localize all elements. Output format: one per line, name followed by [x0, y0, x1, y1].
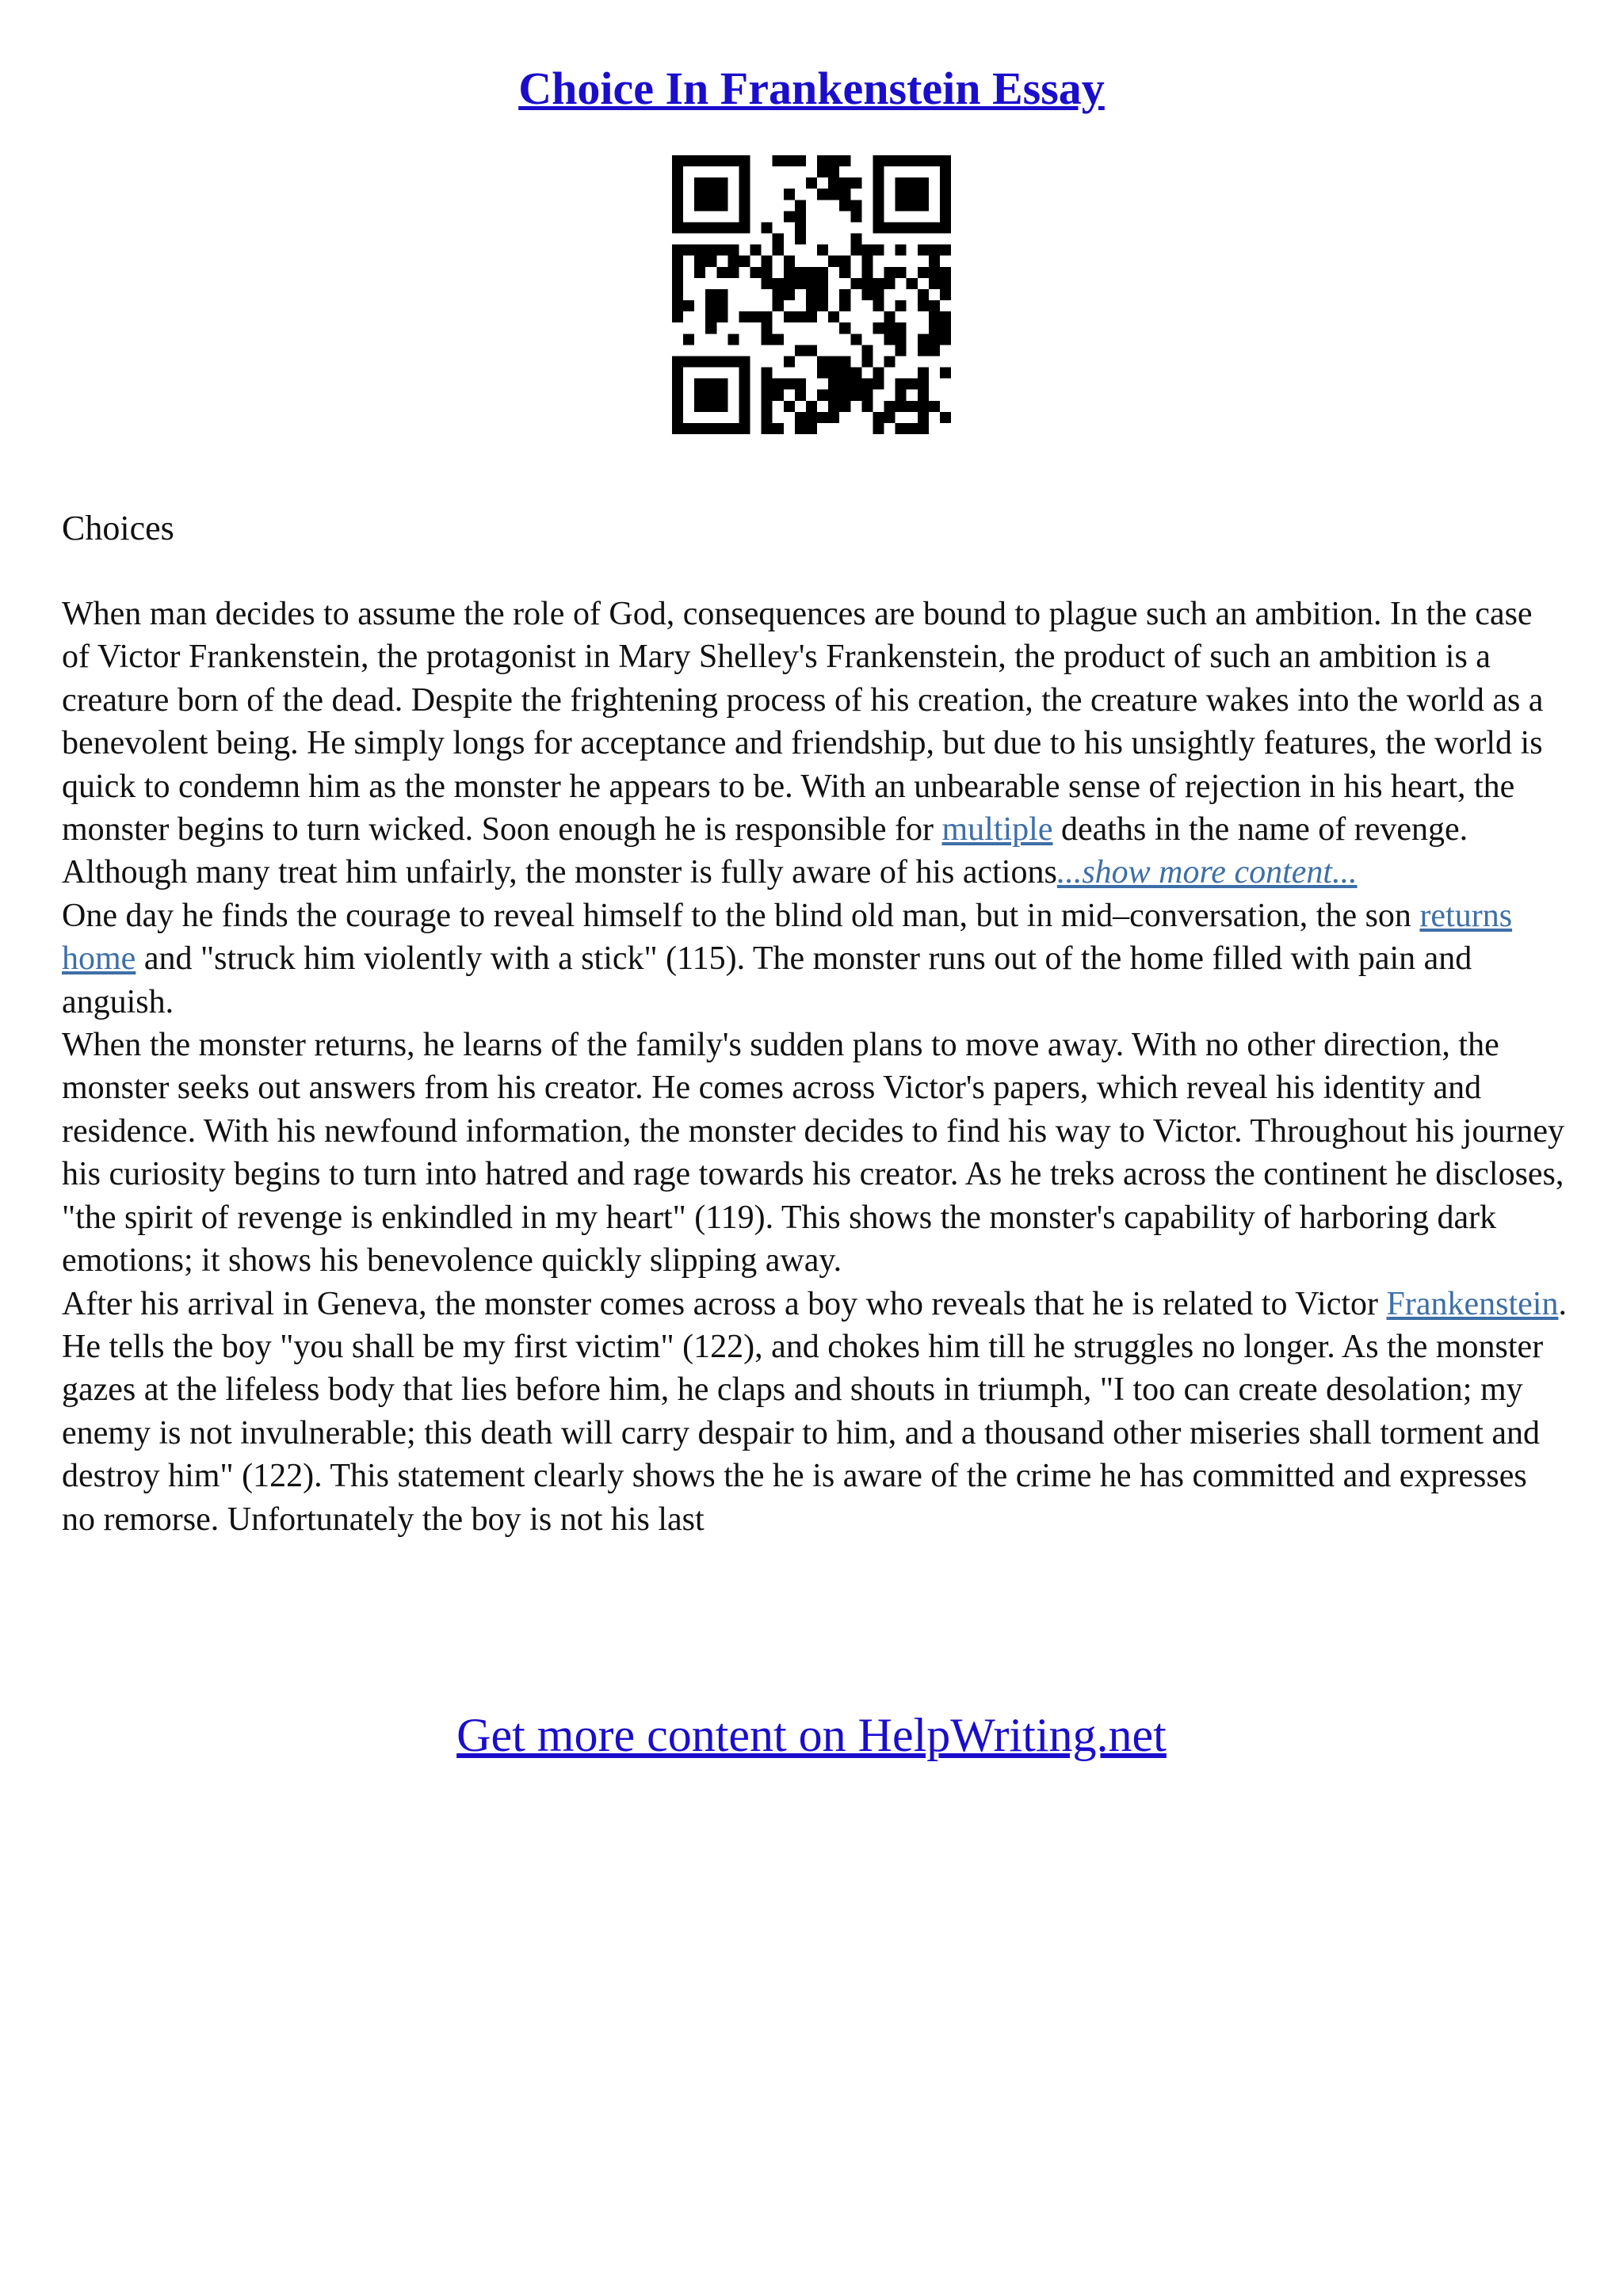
multiple-link[interactable]: multiple: [941, 811, 1053, 849]
returns-home-link[interactable]: returns home: [62, 897, 1513, 978]
paragraph-text: One day he finds the courage to reveal himself to the blind old man, but in mid–conversation, the son: [62, 897, 1420, 934]
title-link[interactable]: Choice In Frankenstein Essay: [518, 63, 1105, 114]
paragraph-text: and "struck him violently with a stick" (115). The monster runs out of the home filled with pain and anguish.: [62, 940, 1472, 1020]
section-heading: Choices: [62, 509, 174, 547]
helpwriting-link[interactable]: Get more content on HelpWriting.net: [456, 1709, 1167, 1761]
paragraph-text: After his arrival in Geneva, the monster comes across a boy who reveals that he is related to Victor: [62, 1285, 1387, 1322]
show-more-link[interactable]: ...show more content...: [1056, 854, 1358, 891]
paragraph-text: When the monster returns, he learns of the family's sudden plans to move away. With no other direction, the monster seeks out answers from his creator. He comes across Victor's papers, which reveal his identity and residence. With his newfound information, the monster decides to find his way to Victor. Throughout his journey his curiosity begins to turn into hatred and rage towards his creator. As he treks across the continent he discloses, "the spirit of revenge is enkindled in my heart" (119). This shows the monster's capability of harboring dark emotions; it shows his benevolence quickly slipping away.: [62, 1027, 1564, 1280]
paragraph-text: deaths in the name of revenge. Although many treat him unfairly, the monster is fully aware of his actions: [62, 811, 1468, 891]
paragraph-text: . He tells the boy "you shall be my first victim" (122), and chokes him till he struggles no longer. As the monster gazes at the lifeless body that lies before him, he claps and shouts in triumph, "I too can create desolation; my enemy is not invulnerable; this death will carry despair to him, and a thousand other miseries shall torment and destroy him" (122). This statement clearly shows the he is aware of the crime he has committed and expresses no remorse. Unfortunately the boy is not his last: [62, 1285, 1567, 1538]
paragraph: [62, 593, 1568, 894]
page-title: [0, 57, 1623, 120]
footer: [0, 1703, 1623, 1767]
paragraph-text: When man decides to assume the role of God, consequences are bound to plague such an ambition. In the case of Victor Frankenstein, the protagonist in Mary Shelley's Frankenstein, the product of such an ambition is a creature born of the dead. Despite the frightening process of his creation, the creature wakes into the world as a benevolent being. He simply longs for acceptance and friendship, but due to his unsightly features, the world is quick to condemn him as the monster he appears to be. With an unbearable sense of rejection in his heart, the monster begins to turn wicked. Soon enough he is responsible for: [62, 596, 1544, 849]
frankenstein-link[interactable]: Frankenstein: [1386, 1285, 1559, 1322]
paragraph: [62, 1283, 1568, 1541]
qr-code-icon: [672, 155, 951, 434]
essay-body: [62, 593, 1568, 1541]
paragraph: [62, 1024, 1568, 1282]
paragraph: [62, 894, 1568, 1024]
